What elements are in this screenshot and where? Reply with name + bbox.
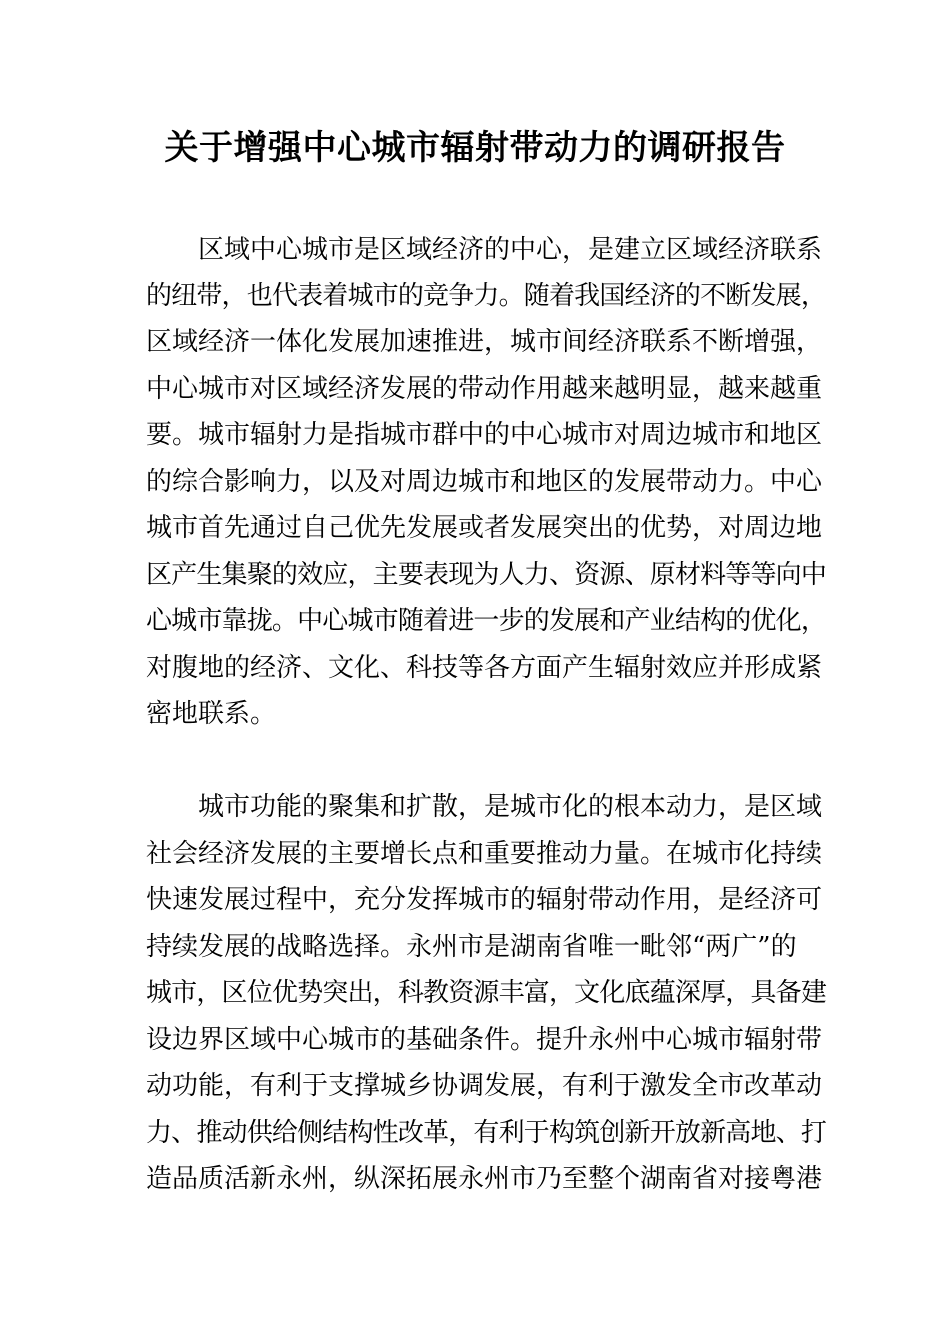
paragraph-2-line-2: 社会经济发展的主要增长点和重要推动力量。在城市化持续 [146, 839, 823, 869]
paragraph-1-line-9: 心城市靠拢。中心城市随着进一步的发展和产业结构的优化， [146, 606, 827, 636]
document-title: 关于增强中心城市辐射带动力的调研报告 [164, 128, 786, 168]
paragraph-1-line-8: 区产生集聚的效应，主要表现为人力、资源、原材料等等向中 [146, 560, 827, 590]
paragraph-2-line-4: 持续发展的战略选择。永州市是湖南省唯一毗邻“两广”的 [146, 932, 797, 962]
paragraph-1-line-1: 区域中心城市是区域经济的中心，是建立区域经济联系 [198, 235, 823, 265]
paragraph-2-line-8: 力、推动供给侧结构性改革，有利于构筑创新开放新高地、打 [146, 1118, 827, 1148]
paragraph-1-line-2: 的纽带，也代表着城市的竞争力。随着我国经济的不断发展， [146, 281, 827, 311]
paragraph-1-line-6: 的综合影响力，以及对周边城市和地区的发展带动力。中心 [146, 467, 823, 497]
paragraph-2-line-9: 造品质活新永州，纵深拓展永州市乃至整个湖南省对接粤港 [146, 1164, 823, 1194]
paragraph-2-line-1: 城市功能的聚集和扩散，是城市化的根本动力，是区域 [198, 792, 823, 822]
paragraph-2-line-7: 动功能，有利于支撑城乡协调发展，有利于激发全市改革动 [146, 1071, 823, 1101]
paragraph-1-line-5: 要。城市辐射力是指城市群中的中心城市对周边城市和地区 [146, 420, 823, 450]
paragraph-2-line-6: 设边界区域中心城市的基础条件。提升永州中心城市辐射带 [146, 1025, 823, 1055]
paragraph-1-line-4: 中心城市对区域经济发展的带动作用越来越明显，越来越重 [146, 374, 823, 404]
paragraph-2-line-3: 快速发展过程中，充分发挥城市的辐射带动作用，是经济可 [146, 885, 823, 915]
paragraph-1-line-10: 对腹地的经济、文化、科技等各方面产生辐射效应并形成紧 [146, 653, 823, 683]
paragraph-2-line-5: 城市，区位优势突出，科教资源丰富，文化底蕴深厚，具备建 [146, 978, 827, 1008]
paragraph-1-line-3: 区域经济一体化发展加速推进，城市间经济联系不断增强， [146, 327, 823, 357]
paragraph-1-line-7: 城市首先通过自己优先发展或者发展突出的优势，对周边地 [146, 513, 823, 543]
paragraph-1-line-11: 密地联系。 [146, 699, 277, 729]
